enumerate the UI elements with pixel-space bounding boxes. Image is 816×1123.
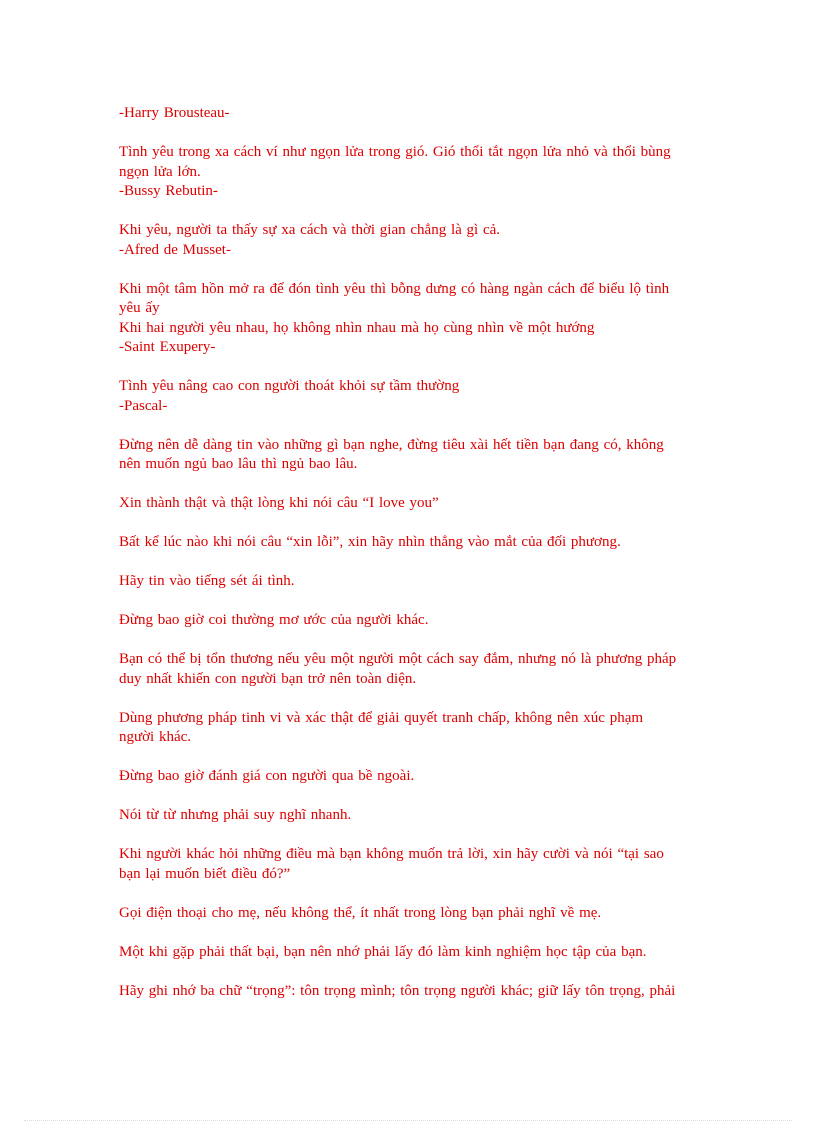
text-line: Đừng bao giờ coi thường mơ ước của người khác. [119,612,429,628]
text-line: Đừng bao giờ đánh giá con người qua bề ngoài. [119,768,415,784]
text-line: ngọn lửa lớn. [119,163,201,180]
paragraph [119,143,704,202]
text-line: Khi một tâm hồn mở ra để đón tình yêu thì bỗng dưng có hàng ngàn cách để biểu lộ tình [119,280,670,297]
text-line: Bạn có thể bị tổn thương nếu yêu một người một cách say đắm, nhưng nó là phương pháp [119,651,677,667]
paragraph [119,611,704,631]
text-line: Đừng nên dễ dàng tin vào những gì bạn nghe, đừng tiêu xài hết tiền bạn đang có, không [119,436,664,453]
paragraph [119,104,704,124]
paragraph [119,436,704,475]
paragraph [119,494,704,514]
text-line: Một khi gặp phải thất bại, bạn nên nhớ phải lấy đó làm kinh nghiệm học tập của bạn. [119,943,647,960]
text-line: người khác. [119,729,192,745]
paragraph [119,533,704,553]
text-line: -Saint Exupery- [119,339,216,355]
paragraph [119,709,704,748]
text-line: Hãy tin vào tiếng sét ái tình. [119,573,295,589]
paragraph [119,943,704,963]
text-line: Tình yêu nâng cao con người thoát khỏi sự tầm thường [119,378,460,394]
text-line: yêu ấy [119,300,160,316]
text-line: -Bussy Rebutin- [119,183,218,199]
text-line: duy nhất khiến con người bạn trở nên toàn diện. [119,670,417,687]
paragraph [119,904,704,924]
text-line: Dùng phương pháp tinh vi và xác thật để giải quyết tranh chấp, không nên xúc phạm [119,709,644,726]
paragraph [119,572,704,592]
paragraph [119,280,704,358]
text-line: Khi hai người yêu nhau, họ không nhìn nhau mà họ cùng nhìn về một hướng [119,319,595,336]
text-line: nên muốn ngủ bao lâu thì ngủ bao lâu. [119,456,358,472]
text-line: Khi người khác hỏi những điều mà bạn không muốn trả lời, xin hãy cười và nói “tại sao [119,846,664,862]
text-line: Tình yêu trong xa cách ví như ngọn lửa trong gió. Gió thổi tắt ngọn lửa nhỏ và thổi bùng [119,144,671,160]
text-line: Hãy ghi nhớ ba chữ “trọng”: tôn trọng mình; tôn trọng người khác; giữ lấy tôn trọng, phải [119,982,676,999]
page-footer-divider [24,1120,792,1121]
text-line: Xin thành thật và thật lòng khi nói câu “I love you” [119,495,439,511]
text-line: -Afred de Musset- [119,241,231,258]
text-line: -Pascal- [119,397,168,414]
text-line: Nói từ từ nhưng phải suy nghĩ nhanh. [119,807,352,823]
paragraph [119,650,704,689]
paragraph [119,221,704,260]
paragraph [119,845,704,884]
text-line: Khi yêu, người ta thấy sự xa cách và thời gian chẳng là gì cả. [119,222,501,238]
paragraph [119,767,704,787]
document-body [119,104,704,1021]
text-line: bạn lại muốn biết điều đó?” [119,865,291,882]
text-line: -Harry Brousteau- [119,105,230,121]
paragraph [119,806,704,826]
paragraph [119,377,704,416]
text-line: Bất kể lúc nào khi nói câu “xin lỗi”, xin hãy nhìn thẳng vào mắt của đối phương. [119,534,621,550]
paragraph [119,982,704,1002]
text-line: Gọi điện thoại cho mẹ, nếu không thể, ít nhất trong lòng bạn phải nghĩ về mẹ. [119,904,602,921]
